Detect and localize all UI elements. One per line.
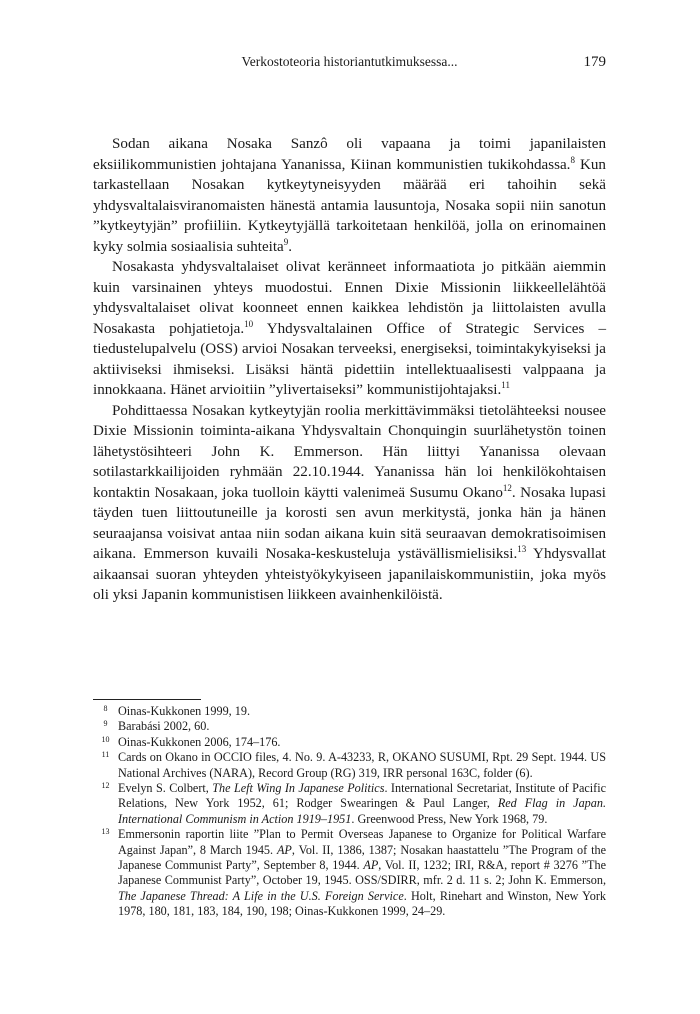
- footnote-ref: 8: [570, 154, 575, 165]
- text-run: .: [288, 238, 293, 255]
- footnote-text: [118, 735, 606, 750]
- footnote-ref: 9: [283, 236, 289, 247]
- italic-title: AP: [363, 858, 379, 873]
- footnote-ref: 11: [501, 380, 510, 390]
- footnotes: [93, 704, 606, 920]
- text-run: . Nosaka lupasi täyden tuen liittoutuneille ja korosti sen avun merkitystä, jonka hän ja hänen seuraajansa voisivat antaa niin sodan aikana kuin sitä seuraavan demokratisoimisen aikana. Emmerson kuvaili Nosaka-keskusteluja ystävällismielisiksi.: [93, 484, 606, 562]
- footnote-number: 8: [103, 704, 108, 713]
- footnote-ref: 13: [517, 544, 527, 554]
- text-run: Nosakasta yhdysvaltalaiset olivat keränneet informaatiota jo pitkään aiemmin kuin varsinainen yhteys muodostui. Ennen Dixie Missionin liikkeellelähtöä yhdysvaltalaiset olivat koonneet ennen kaikkea lehdistön ja liittolaisten avulla Nosakasta pohjatietoja.: [93, 259, 606, 337]
- footnote: [93, 735, 606, 750]
- text-run: . International Secretariat, Institute of Pacific Relations, New York 1952, 61; Rodger Swearingen & Paul Langer,: [118, 781, 607, 811]
- text-run: Evelyn S. Colbert,: [118, 781, 213, 796]
- text-run: Oinas-Kukkonen 1999, 19.: [118, 704, 251, 718]
- footnote-number: 10: [101, 734, 110, 744]
- body-text: [93, 134, 606, 606]
- text-run: Cards on Okano in OCCIO files, 4. No. 9. A-43233, R, OKANO SUSUMI, Rpt. 29 Sept. 1944. US National Archives (NARA), Record Group (RG) 319, IRR personal 163C, folder (6).: [118, 750, 606, 780]
- paragraph: [93, 134, 606, 257]
- text-run: Pohdittaessa Nosakan kytkeytyjän roolia merkittävimmäksi tietolähteeksi nousee Dixie Missionin toiminta-aikana Yhdysvaltain Chonquingin suurlähetystön toinen lähetystösihteeri John K. Emmerson. Hän liittyi Yananissa olevaan sotilastarkkailijoiden ryhmään 22.10.1944. Yananissa hän loi henkilökohtaisen kontaktin Nosakaan, joka tuolloin käytti valenimeä Susumu Okano: [93, 402, 606, 501]
- footnote: [93, 719, 606, 734]
- footnote-number: 11: [101, 750, 110, 760]
- italic-title: The Left Wing In Japanese Politics: [212, 781, 385, 796]
- footnote: [93, 781, 606, 827]
- footnote: [93, 750, 606, 781]
- footnote: [93, 827, 606, 919]
- footnote-text: [118, 704, 606, 719]
- footnote: [93, 704, 606, 719]
- text-run: Sodan aikana Nosaka Sanzô oli vapaana ja toimi japanilaisten eksiilikommunistien johtajana Yananissa, Kiinan kommunistien tukikohdassa.: [93, 136, 606, 173]
- page-number: 179: [583, 54, 606, 70]
- italic-title: The Japanese Thread: A Life in the U.S. Foreign Service: [118, 888, 404, 903]
- text-run: . Holt, Rinehart and Winston, New York 1978, 180, 181, 183, 184, 190, 198; Oinas-Kukkonen 1999, 24–29.: [118, 888, 606, 919]
- footnote-text: [118, 719, 606, 734]
- text-run: . Greenwood Press, New York 1968, 79.: [351, 811, 548, 826]
- footnote-ref: 10: [244, 318, 254, 329]
- text-run: Yhdysvallat aikaansai suoran yhteyden yhteistyökykyiseen japanilaiskommunistiin, joka myös oli yksi Japanin kommunistisen liikkeen avainhenkilöistä.: [93, 546, 606, 603]
- footnote-ref: 12: [502, 482, 512, 493]
- footnote-separator: [93, 699, 201, 700]
- footnote-number: 12: [101, 781, 110, 791]
- paragraph: [93, 257, 606, 401]
- paragraph: [93, 401, 606, 606]
- italic-title: Red Flag in Japan. International Communism in Action 1919–1951: [118, 796, 607, 826]
- text-run: Yhdysvaltalainen Office of Strategic Services –tiedustelupalvelu (OSS) arvioi Nosakan terveeksi, energiseksi, toimintakykyiseksi ja aktiiviseksi ihmiseksi. Lisäksi häntä pidettiin intellektuaalisesti valppaana ja innokkaana. Hänet arvioitiin ”ylivertaiseksi” kommunistijohtajaksi.: [93, 320, 606, 398]
- running-title: Verkostoteoria historiantutkimuksessa...: [241, 54, 458, 69]
- running-header: [93, 54, 606, 74]
- footnote-number: 13: [101, 827, 110, 837]
- text-run: , Vol. II, 1232; IRI, R&A, report # 3276 ”The Japanese Communist Party”, October 19, 1945. OSS/SDIRR, mfr. 2 d. 11 s. 2; John K. Emmerson,: [118, 858, 606, 888]
- footnote-text: [118, 781, 606, 827]
- text-run: Oinas-Kukkonen 2006, 174–176.: [118, 734, 281, 749]
- text-run: Emmersonin raportin liite ”Plan to Permit Overseas Japanese to Organize for Political Warfare Against Japan”, 8 March 1945.: [118, 827, 606, 857]
- text-run: , Vol. II, 1386, 1387; Nosakan haastattelu ”The Program of the Japanese Communist Party”, September 8, 1944.: [118, 842, 606, 873]
- text-run: Barabási 2002, 60.: [118, 719, 210, 734]
- footnote-text: [118, 827, 606, 919]
- italic-title: AP: [276, 842, 292, 857]
- text-run: Kun tarkastellaan Nosakan kytkeytyneisyyden määrää eri tahoihin sekä yhdysvaltalaisviranomaisten hänestä antamia lausuntoja, Nosaka sopii niin sanotun ”kytkeytyjän” profiiliin. Kytkeytyjällä tarkoitetaan henkilöä, jolla on erinomainen kyky solmia sosiaalisia suhteita: [93, 156, 606, 255]
- footnote-text: [118, 750, 606, 781]
- footnote-number: 9: [103, 719, 108, 729]
